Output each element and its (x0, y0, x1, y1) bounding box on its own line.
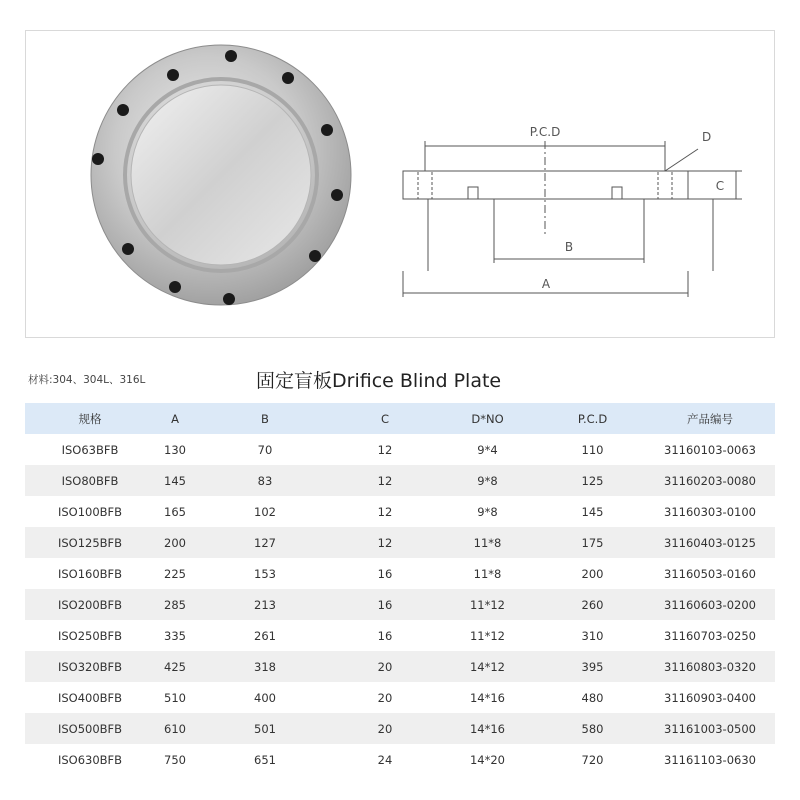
table-row (25, 651, 775, 682)
d-leader (665, 149, 698, 171)
cell-product-code: 31161103-0630 (664, 752, 756, 767)
cell-d-no: 14*16 (469, 721, 506, 736)
cell-b: 400 (254, 690, 276, 705)
header-spec: 规格 (78, 411, 102, 426)
cell-b: 651 (254, 752, 276, 767)
bore-step-right (612, 187, 622, 199)
cell-pcd: 260 (581, 597, 604, 612)
table-row (25, 496, 775, 527)
cell-c: 12 (377, 442, 393, 457)
bolt-hole (223, 293, 235, 305)
a-label: A (541, 277, 551, 291)
bolt-hole (169, 281, 181, 293)
bolt-hole-section-right (658, 171, 672, 199)
bore-step-left (468, 187, 478, 199)
cell-d-no: 14*16 (469, 690, 506, 705)
cell-pcd: 395 (581, 659, 604, 674)
cell-spec: ISO320BFB (57, 659, 123, 674)
cell-a: 165 (164, 504, 186, 519)
cell-a: 200 (164, 535, 186, 550)
cell-pcd: 480 (581, 690, 604, 705)
b-label: B (564, 240, 574, 254)
cell-b: 318 (254, 659, 276, 674)
header-product-code: 产品编号 (687, 411, 733, 426)
cell-d-no: 14*12 (469, 659, 506, 674)
cell-product-code: 31160303-0100 (664, 504, 756, 519)
bolt-hole (309, 250, 321, 262)
cell-b: 83 (257, 473, 273, 488)
table-body (25, 434, 775, 775)
header-a: A (171, 411, 179, 426)
flange-photo (81, 35, 361, 315)
bolt-hole (282, 72, 294, 84)
bolt-hole (225, 50, 237, 62)
header-pcd: P.C.D (577, 411, 608, 426)
cell-product-code: 31161003-0500 (664, 721, 756, 736)
cell-product-code: 31160803-0320 (664, 659, 756, 674)
bolt-hole (321, 124, 333, 136)
header-d-no: D*NO (471, 411, 504, 426)
cell-pcd: 200 (581, 566, 604, 581)
cell-b: 153 (254, 566, 276, 581)
cell-pcd: 145 (581, 504, 604, 519)
cell-product-code: 31160103-0063 (664, 442, 756, 457)
figure-panel (25, 30, 775, 338)
cell-product-code: 31160503-0160 (664, 566, 756, 581)
table-row (25, 527, 775, 558)
cell-c: 16 (377, 628, 393, 643)
bolt-hole-section-left (418, 171, 432, 199)
cell-c: 16 (377, 597, 393, 612)
cell-a: 610 (164, 721, 186, 736)
table-row (25, 620, 775, 651)
c-label: C (715, 179, 725, 193)
bolt-hole (122, 243, 134, 255)
cell-spec: ISO200BFB (57, 597, 123, 612)
cell-a: 750 (164, 752, 186, 767)
bolt-hole (167, 69, 179, 81)
cell-a: 145 (164, 473, 186, 488)
cell-spec: ISO250BFB (57, 628, 123, 643)
spec-table (25, 403, 775, 775)
cell-b: 70 (257, 442, 273, 457)
cell-pcd: 110 (581, 442, 604, 457)
technical-drawing (386, 111, 756, 271)
cell-c: 20 (377, 721, 393, 736)
cell-b: 501 (254, 721, 276, 736)
cell-c: 20 (377, 659, 393, 674)
table-row (25, 744, 775, 775)
cell-c: 12 (377, 504, 393, 519)
cell-d-no: 14*20 (469, 752, 506, 767)
cell-b: 102 (254, 504, 276, 519)
cell-c: 24 (377, 752, 393, 767)
cell-c: 20 (377, 690, 393, 705)
bolt-hole (92, 153, 104, 165)
cell-b: 261 (254, 628, 276, 643)
cell-c: 16 (377, 566, 393, 581)
table-row (25, 589, 775, 620)
bolt-hole (117, 104, 129, 116)
cell-spec: ISO160BFB (57, 566, 123, 581)
cell-spec: ISO80BFB (61, 473, 119, 488)
cell-pcd: 125 (581, 473, 604, 488)
cell-spec: ISO400BFB (57, 690, 123, 705)
cell-d-no: 11*12 (469, 628, 506, 643)
header-c: C (380, 411, 390, 426)
table-header-row (25, 403, 775, 434)
cell-product-code: 31160903-0400 (664, 690, 756, 705)
cell-d-no: 9*8 (477, 473, 498, 488)
cell-spec: ISO63BFB (61, 442, 119, 457)
cell-a: 335 (164, 628, 186, 643)
table-row (25, 682, 775, 713)
cell-a: 130 (164, 442, 186, 457)
cell-b: 127 (254, 535, 276, 550)
cell-product-code: 31160703-0250 (664, 628, 756, 643)
cell-spec: ISO500BFB (57, 721, 123, 736)
cell-product-code: 31160403-0125 (664, 535, 756, 550)
cell-a: 425 (164, 659, 186, 674)
a-dimension (386, 271, 756, 311)
cell-a: 285 (164, 597, 186, 612)
table-row (25, 434, 775, 465)
cell-product-code: 31160603-0200 (664, 597, 756, 612)
cell-a: 510 (164, 690, 186, 705)
cell-pcd: 720 (581, 752, 604, 767)
flange-body (91, 45, 351, 305)
cell-spec: ISO125BFB (57, 535, 123, 550)
cell-pcd: 175 (581, 535, 604, 550)
cell-c: 12 (377, 473, 393, 488)
material-note: 材料:304、304L、316L (28, 374, 146, 386)
cell-c: 12 (377, 535, 393, 550)
cell-pcd: 580 (581, 721, 604, 736)
pcd-label: P.C.D (529, 125, 561, 139)
page-title: 固定盲板Drifice Blind Plate (256, 370, 502, 392)
cell-d-no: 11*12 (469, 597, 506, 612)
cell-d-no: 9*8 (477, 504, 498, 519)
cell-d-no: 9*4 (477, 442, 498, 457)
header-b: B (261, 411, 269, 426)
cell-a: 225 (164, 566, 186, 581)
table-row (25, 465, 775, 496)
cell-d-no: 11*8 (473, 566, 502, 581)
cell-pcd: 310 (581, 628, 604, 643)
d-label: D (702, 130, 712, 144)
cell-product-code: 31160203-0080 (664, 473, 756, 488)
bolt-hole (331, 189, 343, 201)
cell-d-no: 11*8 (473, 535, 502, 550)
cell-spec: ISO100BFB (57, 504, 123, 519)
table-row (25, 713, 775, 744)
cell-spec: ISO630BFB (57, 752, 123, 767)
cell-b: 213 (254, 597, 276, 612)
table-row (25, 558, 775, 589)
